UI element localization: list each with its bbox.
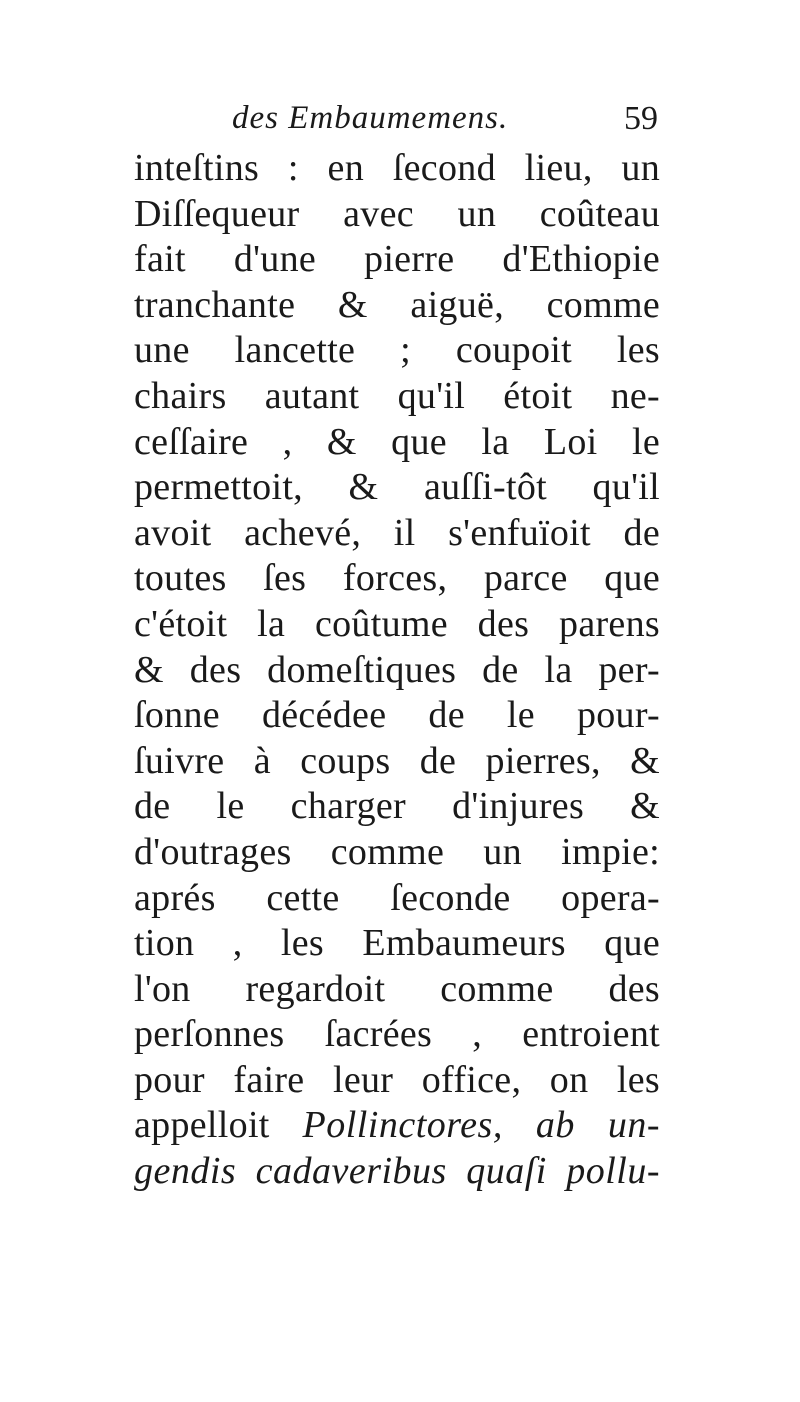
latin-phrase: Pollinctores, ab un-: [302, 1104, 661, 1147]
text-line: tranchante & aiguë, comme: [134, 283, 660, 326]
text-line: perſonnes ſacrées , entroient: [134, 1013, 660, 1056]
text-line: tion , les Embaumeurs que: [134, 922, 660, 965]
text-line: avoit achevé, il s'enfuïoit de: [134, 511, 660, 554]
text-line: ſonne décédee de le pour-: [134, 694, 660, 737]
running-head: [136, 96, 660, 144]
text-line: Diſſequeur avec un coûteau: [134, 192, 660, 235]
text-line: toutes ſes forces, parce que: [134, 557, 660, 600]
running-head-title: des Embaumemens.: [232, 100, 509, 136]
text-line: l'on regardoit comme des: [134, 967, 660, 1010]
latin-phrase-continued: gendis cadaveribus quaſi pollu-: [134, 1150, 660, 1193]
text-line-latin: [134, 1149, 660, 1195]
text-line: chairs autant qu'il étoit ne-: [134, 374, 660, 417]
text-line: aprés cette ſeconde opera-: [134, 876, 660, 919]
text-line: ceſſaire , & que la Loi le: [134, 420, 660, 463]
text-line: pour faire leur office, on les: [134, 1058, 660, 1101]
page-number: 59: [624, 100, 658, 137]
text-line: une lancette ; coupoit les: [134, 329, 660, 372]
text-line: & des domeſtiques de la per-: [134, 648, 660, 691]
text-line: inteſtins : en ſecond lieu, un: [134, 147, 660, 189]
text-line: fait d'une pierre d'Ethiopie: [134, 238, 660, 281]
text-line: ſuivre à coups de pierres, &: [134, 739, 660, 782]
text-line: permettoit, & auſſi-tôt qu'il: [134, 466, 660, 509]
text-line-with-latin: [134, 1103, 660, 1149]
text-line-roman-part: appelloit: [134, 1104, 303, 1147]
text-line: d'outrages comme un impie:: [134, 830, 660, 873]
text-line: de le charger d'injures &: [134, 785, 660, 828]
body-text: [134, 146, 660, 1195]
text-line: c'étoit la coûtume des parens: [134, 602, 660, 645]
